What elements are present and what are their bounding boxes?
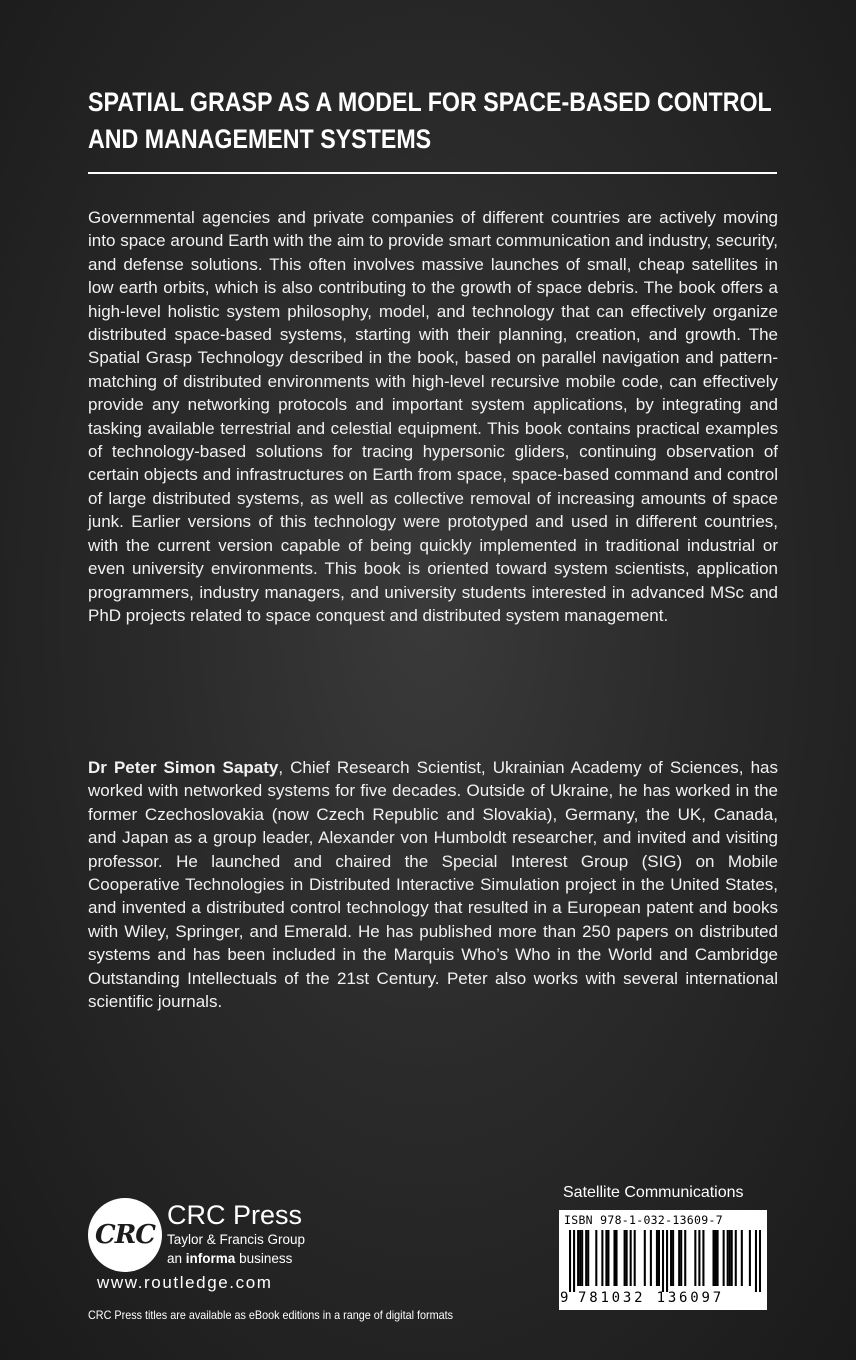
barcode-bar <box>735 1230 737 1286</box>
barcode-bar <box>723 1230 725 1286</box>
barcode-bar <box>672 1230 674 1286</box>
barcode-bar <box>650 1230 652 1286</box>
author-name: Dr Peter Simon Sapaty <box>88 758 279 777</box>
isbn-digits: 781032 136097 <box>578 1290 724 1306</box>
barcode-bar <box>712 1230 714 1286</box>
barcode-bar <box>755 1230 757 1292</box>
barcode-bar <box>624 1230 626 1286</box>
barcode-bar <box>644 1230 646 1286</box>
barcode-bars <box>569 1230 761 1292</box>
barcode-bar <box>680 1230 682 1286</box>
subject-category: Satellite Communications <box>563 1184 744 1201</box>
author-bio-text: , Chief Research Scientist, Ukrainian Academy of Sciences, has worked with networked systems for five decades. Outside of Ukraine, he has worked in the former Czechoslovakia (now Czech Republic and Slovakia), Germany, the UK, Canada, and Japan as a group leader, Alexander von Humboldt researcher, and invited and visiting professor. He launched and chaired the Special Interest Group (SIG) on Mobile Cooperative Technologies in Distributed Interactive Simulation project in the United States, and invented a distributed control technology that resulted in a European patent and books with Wiley, Springer, and Emerald. He has published more than 250 papers on distributed systems and has been included in the Marquis Who’s Who in the World and Cambridge Outstanding Intellectuals of the 21st Century. Peter also works with several international scientific journals. <box>88 758 778 1012</box>
isbn-label: ISBN 978-1-032-13609-7 <box>564 1213 723 1227</box>
barcode-bar <box>581 1230 583 1286</box>
publisher-website[interactable]: www.routledge.com <box>97 1273 273 1292</box>
publisher-business <box>167 1250 292 1268</box>
barcode-bar <box>656 1230 658 1286</box>
barcode-bar <box>573 1230 575 1292</box>
barcode-bar <box>615 1230 617 1286</box>
barcode-bar <box>759 1230 761 1292</box>
barcode-bar <box>715 1230 717 1286</box>
barcode-bar <box>595 1230 597 1286</box>
barcode-bar <box>634 1230 636 1286</box>
barcode-bar <box>587 1230 589 1286</box>
barcode-bar <box>731 1230 733 1286</box>
book-description: Governmental agencies and private companies of different countries are actively moving into space around Earth with the aim to provide smart communication and industry, security, and defense solutions. This often involves massive launches of small, cheap satellites in low earth orbits, which is also contributing to the growth of space debris. The book offers a high-level holistic system philosophy, model, and technology that can effectively organize distributed space-based systems, starting with their planning, creation, and growth. The Spatial Grasp Technology described in the book, based on parallel navigation and pattern-matching of distributed environments with high-level recursive mobile code, can effectively provide any networking protocols and important system applications, by integrating and tasking available terrestrial and celestial equipment. This book contains practical examples of technology-based solutions for tracing hypersonic gliders, continuing observation of certain objects and infrastructures on Earth from space, space-based command and control of large distributed systems, as well as collective removal of increasing amounts of space junk. Earlier versions of this technology were prototyped and used in different countries, with the current version capable of being quickly implemented in traditional industrial or even university environments. This book is oriented toward system scientists, application programmers, industry managers, and university students interested in advanced MSc and PhD projects related to space conquest and distributed system management. <box>88 208 778 625</box>
logo-text: CRC <box>95 1220 155 1250</box>
isbn-barcode <box>559 1210 767 1310</box>
barcode-bar <box>729 1230 731 1286</box>
crc-logo <box>88 1198 162 1272</box>
business-suffix: business <box>239 1251 293 1266</box>
publisher-name: CRC Press <box>167 1200 303 1230</box>
barcode-bar <box>741 1230 743 1286</box>
barcode-bar <box>569 1230 571 1292</box>
publisher-group: Taylor & Francis Group <box>167 1232 306 1247</box>
barcode-bar <box>678 1230 680 1286</box>
barcode-bar <box>607 1230 609 1286</box>
barcode-bar <box>662 1230 664 1292</box>
business-prefix: an <box>167 1251 183 1266</box>
barcode-bar <box>605 1230 607 1286</box>
book-title <box>88 84 772 158</box>
ebook-note: CRC Press titles are available as eBook editions in a range of digital formats <box>88 1308 453 1322</box>
barcode-bar <box>670 1230 672 1286</box>
barcode-bar <box>585 1230 587 1286</box>
barcode-bar <box>684 1230 686 1286</box>
title-line-2: AND MANAGEMENT SYSTEMS <box>88 124 432 154</box>
isbn-first-digit: 9 <box>560 1290 569 1306</box>
title-line-1: SPATIAL GRASP AS A MODEL FOR SPACE-BASED CONTROL <box>88 87 772 117</box>
barcode-bar <box>702 1230 704 1286</box>
barcode-bar <box>727 1230 729 1286</box>
barcode-bar <box>694 1230 696 1286</box>
barcode-bar <box>698 1230 700 1286</box>
barcode-bar <box>613 1230 615 1286</box>
barcode-bar <box>579 1230 581 1286</box>
barcode-bar <box>630 1230 632 1286</box>
barcode-bar <box>601 1230 603 1286</box>
barcode-bar <box>717 1230 719 1286</box>
barcode-bar <box>626 1230 628 1286</box>
barcode-bar <box>577 1230 579 1286</box>
author-bio <box>88 756 778 1013</box>
business-brand: informa <box>185 1251 236 1266</box>
barcode-bar <box>749 1230 751 1286</box>
title-divider <box>88 172 777 174</box>
barcode-bar <box>666 1230 668 1292</box>
barcode-bar <box>658 1230 660 1286</box>
